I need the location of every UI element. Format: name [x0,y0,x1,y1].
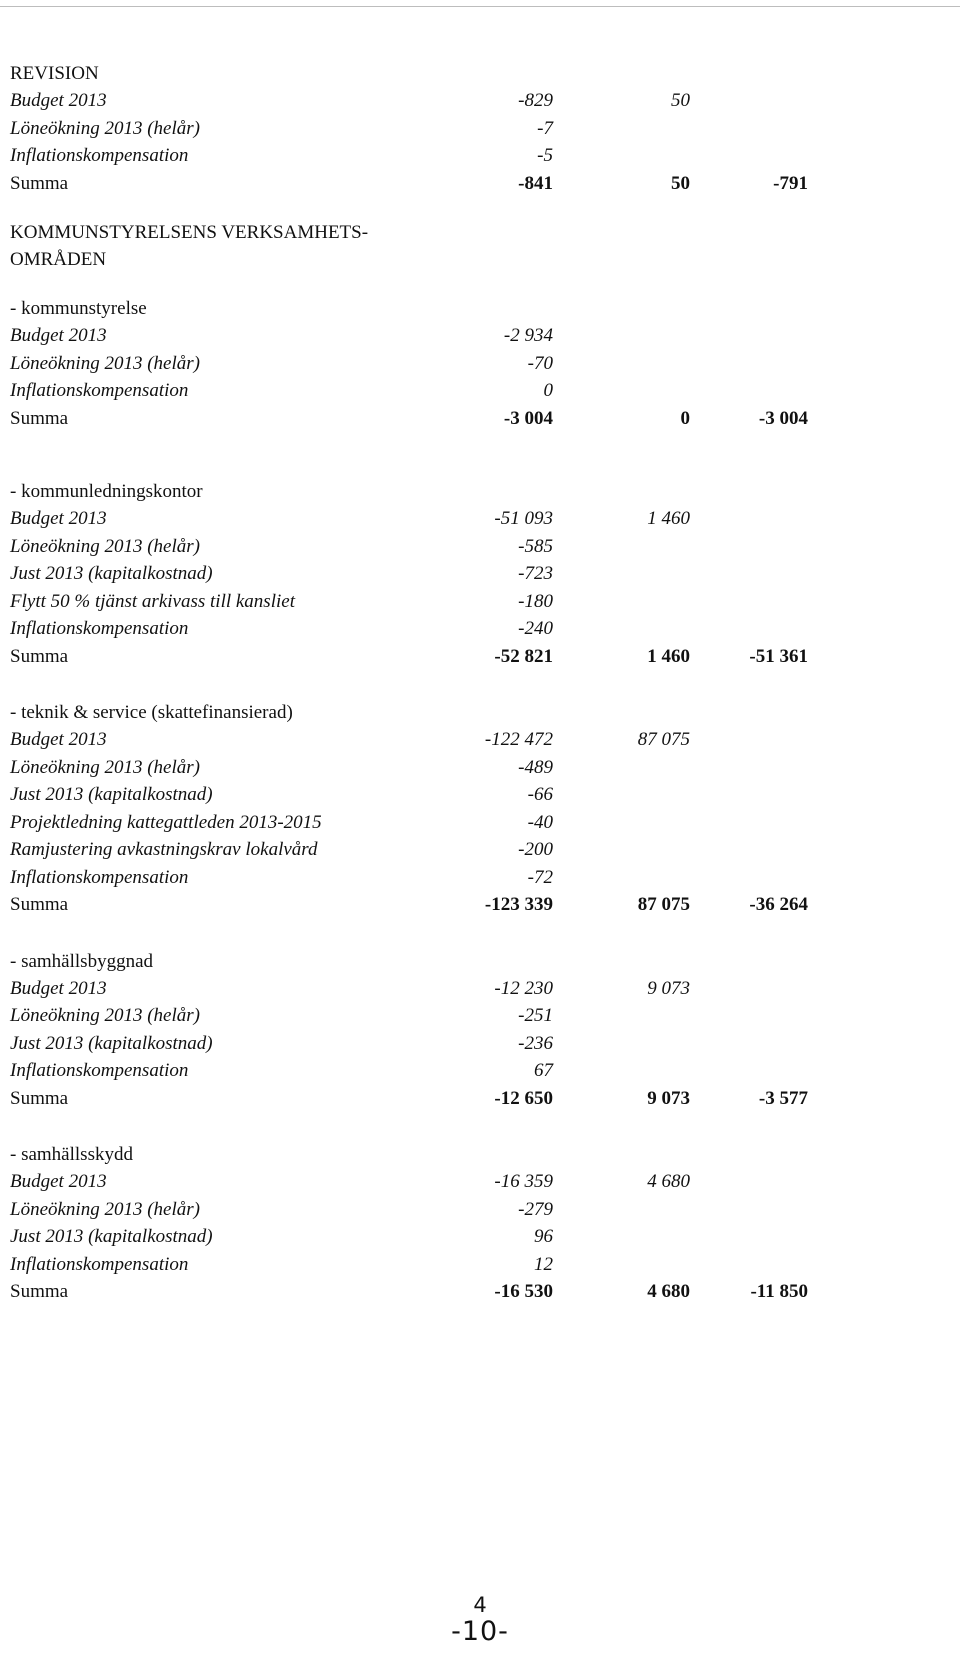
table-row [0,322,960,350]
table-row [0,533,960,561]
row-value-c1: -829 [518,90,553,111]
row-value-c1: -723 [518,563,553,584]
section-revision [0,60,960,197]
row-value-c2: 50 [671,90,690,111]
section-rows [0,322,960,432]
row-value-c1: -251 [518,1005,553,1026]
row-label: Flytt 50 % tjänst arkivass till kansliet [10,590,295,612]
row-value-c1: -16 530 [494,1281,553,1302]
row-value-c3: -51 361 [749,645,808,667]
table-row [0,350,960,378]
row-label: Löneökning 2013 (helår) [10,117,200,139]
row-value-c1: -12 230 [494,977,553,999]
budget-document [0,60,960,1306]
section-rows [0,87,960,197]
row-label: Budget 2013 [10,90,107,111]
row-value-c1: -489 [518,756,553,778]
summa-row [0,170,960,198]
section-heading: - samhällsskydd [10,1144,133,1165]
table-row [0,754,960,782]
row-label: Löneökning 2013 (helår) [10,1198,200,1220]
row-value-c1: -123 339 [484,894,553,915]
row-label: Projektledning kattegattleden 2013-2015 [10,811,322,833]
table-row [0,1002,960,1030]
section-heading: - teknik & service (skattefinansierad) [10,702,293,723]
row-value-c1: -585 [518,535,553,557]
row-value-c3: -791 [773,172,808,194]
row-value-c1: -3 004 [503,407,553,429]
table-row [0,781,960,809]
row-label: Summa [10,1281,69,1302]
table-row [0,1030,960,1058]
row-value-c2: 4 680 [647,1281,690,1302]
table-row [0,87,960,115]
row-value-c2: 1 460 [647,645,690,667]
row-value-c3: -36 264 [749,894,808,915]
section-rows [0,975,960,1113]
row-label: Löneökning 2013 (helår) [10,535,200,557]
row-value-c2: 50 [671,172,690,194]
table-row [0,864,960,892]
section-kommunledningskontor [0,478,960,670]
section-heading: - samhällsbyggnad [10,950,154,972]
section-teknik [0,699,960,919]
row-value-c2: 0 [680,407,690,429]
row-value-c2: 9 073 [647,1087,690,1109]
row-label: Just 2013 (kapitalkostnad) [10,1226,213,1247]
row-value-c1: -66 [527,784,553,805]
row-label: Inflationskompensation [10,145,189,166]
row-value-c2: 1 460 [647,508,690,529]
row-value-c2: 9 073 [647,977,690,999]
row-label: Löneökning 2013 (helår) [10,756,200,778]
row-value-c1: -240 [518,618,553,639]
row-value-c2: 87 075 [637,729,690,750]
row-label: Budget 2013 [10,1171,107,1192]
section-rows [0,505,960,670]
section-heading: - kommunstyrelse [10,298,147,319]
row-value-c1: -16 359 [494,1171,553,1192]
summa-row [0,643,960,671]
row-label: Inflationskompensation [10,1253,189,1275]
row-value-c1: -2 934 [503,325,553,346]
row-value-c1: -40 [527,811,553,833]
row-value-c2: 4 680 [647,1171,690,1192]
section-rows [0,1168,960,1306]
section-rows [0,726,960,919]
row-label: Inflationskompensation [10,380,189,401]
page-number: 4 [473,1593,487,1617]
table-row [0,809,960,837]
row-label: Budget 2013 [10,508,107,529]
row-label: Löneökning 2013 (helår) [10,1005,200,1026]
row-value-c3: -3 577 [758,1087,808,1109]
table-row [0,560,960,588]
summa-row [0,891,960,919]
table-row [0,505,960,533]
section-heading: - kommunledningskontor [10,481,203,502]
section-samhallsbyggnad [0,948,960,1113]
section-samhallsskydd [0,1141,960,1306]
ks-heading-line-2: OMRÅDEN [10,249,107,270]
row-label: Summa [10,172,69,194]
ks-heading-line-1: KOMMUNSTYRELSENS VERKSAMHETS- [10,222,369,243]
row-value-c1: -72 [527,866,553,888]
section-heading: REVISION [10,63,99,84]
row-value-c1: 67 [534,1060,553,1081]
table-row [0,1057,960,1085]
row-value-c1: -52 821 [494,645,553,667]
section-kommunstyrelse [0,295,960,432]
row-value-c1: -5 [537,145,553,166]
table-row [0,836,960,864]
table-row [0,588,960,616]
row-value-c1: -841 [518,172,553,194]
row-value-c3: -3 004 [758,407,808,429]
table-row [0,1223,960,1251]
summa-row [0,405,960,433]
table-row [0,1251,960,1279]
row-value-c1: 0 [543,380,553,401]
table-row [0,726,960,754]
row-value-c3: -11 850 [750,1281,808,1302]
row-label: Budget 2013 [10,325,107,346]
row-label: Summa [10,894,69,915]
row-value-c1: -12 650 [494,1087,553,1109]
row-value-c1: -236 [518,1032,553,1054]
row-label: Budget 2013 [10,977,107,999]
row-label: Inflationskompensation [10,1060,189,1081]
row-value-c1: 12 [534,1253,553,1275]
row-label: Summa [10,645,69,667]
row-label: Summa [10,1087,69,1109]
row-value-c1: -180 [518,590,553,612]
row-value-c1: -70 [527,352,553,374]
row-value-c1: 96 [534,1226,553,1247]
table-row [0,615,960,643]
row-value-c2: 87 075 [637,894,690,915]
summa-row [0,1278,960,1306]
row-label: Just 2013 (kapitalkostnad) [10,784,213,805]
table-row [0,975,960,1003]
row-label: Summa [10,407,69,429]
table-row [0,1196,960,1224]
table-row [0,377,960,405]
row-value-c1: -200 [518,839,553,860]
row-label: Budget 2013 [10,729,107,750]
table-row [0,115,960,143]
row-value-c1: -51 093 [494,508,553,529]
row-label: Just 2013 (kapitalkostnad) [10,1032,213,1054]
row-value-c1: -122 472 [484,729,553,750]
row-label: Just 2013 (kapitalkostnad) [10,563,213,584]
row-label: Löneökning 2013 (helår) [10,352,200,374]
row-value-c1: -279 [518,1198,553,1220]
row-label: Inflationskompensation [10,618,189,639]
row-label: Ramjustering avkastningskrav lokalvård [10,839,318,860]
table-row [0,1168,960,1196]
table-row [0,142,960,170]
row-label: Inflationskompensation [10,866,189,888]
summa-row [0,1085,960,1113]
top-rule [0,6,960,7]
row-value-c1: -7 [537,117,553,139]
page-mark: -10- [451,1616,509,1647]
